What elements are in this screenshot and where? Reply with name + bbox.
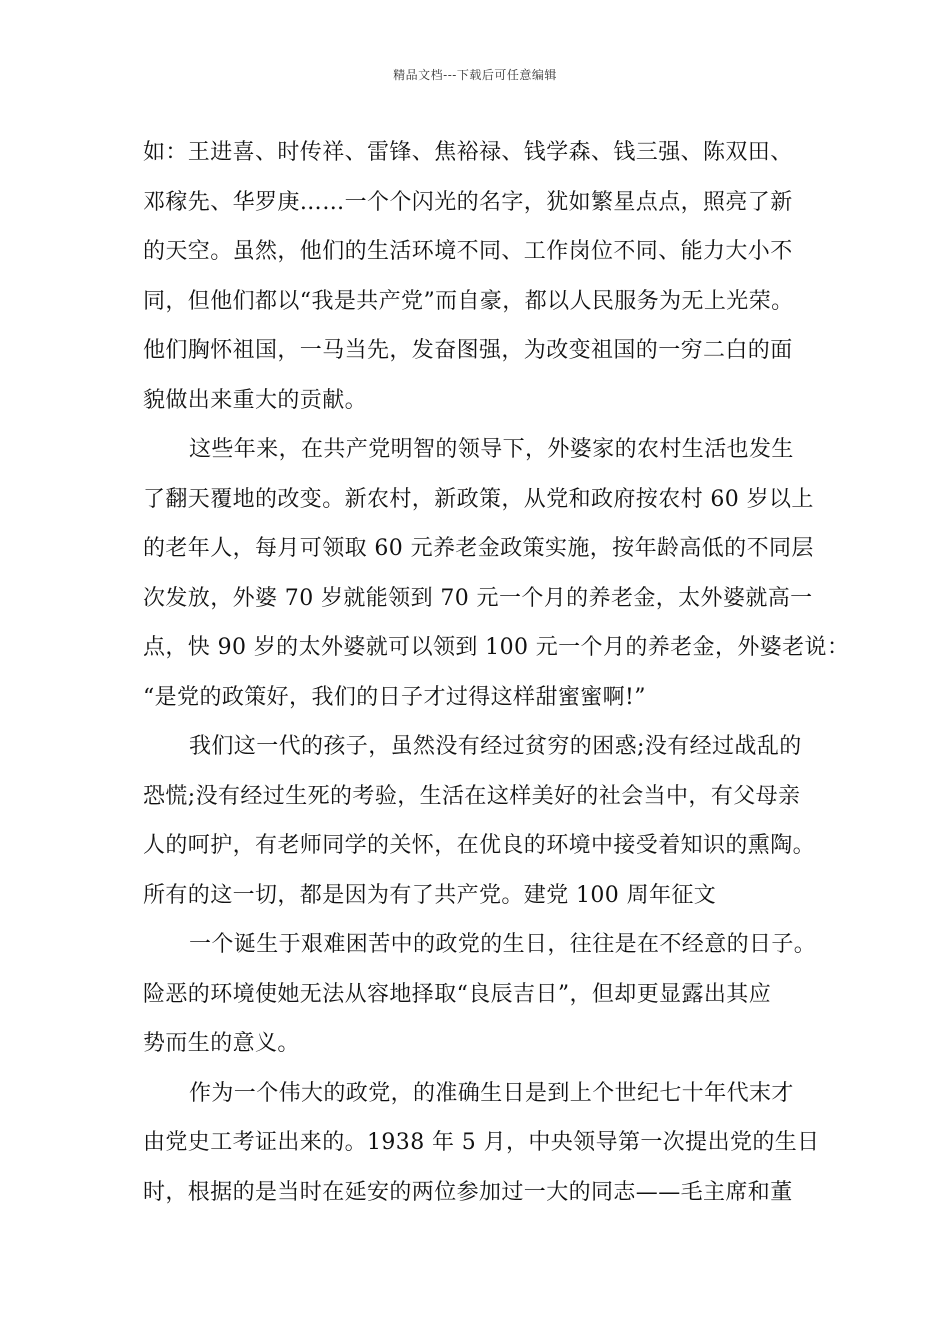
- text-line: 人的呵护，有老师同学的关怀，在优良的环境中接受着知识的熏陶。: [143, 833, 816, 858]
- text-line: 时，根据的是当时在延安的两位参加过一大的同志——毛主席和董: [143, 1179, 793, 1205]
- paragraph-first-line: 我们这一代的孩子，虽然没有经过贫穷的困惑;没有经过战乱的: [189, 734, 802, 759]
- text-line: 他们胸怀祖国，一马当先，发奋图强，为改变祖国的一穷二白的面: [143, 338, 793, 363]
- paragraph-first-line: 一个诞生于艰难困苦中的政党的生日，往往是在不经意的日子。: [189, 932, 817, 957]
- page-header: 精品文档---下载后可任意编辑: [393, 68, 557, 82]
- text-line: 的老年人，每月可领取 60 元养老金政策实施，按年龄高低的不同层: [143, 536, 814, 561]
- text-line: 的天空。虽然，他们的生活环境不同、工作岗位不同、能力大小不: [143, 239, 793, 264]
- text-line: 如：王进喜、时传祥、雷锋、焦裕禄、钱学森、钱三强、陈双田、: [143, 140, 793, 165]
- text-line: 势而生的意义。: [143, 1031, 300, 1056]
- text-line: 所有的这一切，都是因为有了共产党。建党 100 周年征文: [143, 882, 717, 908]
- text-line: 险恶的环境使她无法从容地择取“良辰吉日”，但却更显露出其应: [143, 981, 772, 1007]
- text-line: “是党的政策好，我们的日子才过得这样甜蜜蜜啊!”: [143, 684, 646, 710]
- text-line: 恐慌;没有经过生死的考验，生活在这样美好的社会当中，有父母亲: [143, 783, 801, 809]
- text-line: 了翻天覆地的改变。新农村，新政策，从党和政府按农村 60 岁以上: [143, 486, 814, 512]
- text-line: 由党史工考证出来的。1938 年 5 月，中央领导第一次提出党的生日: [143, 1130, 820, 1155]
- paragraph-first-line: 这些年来，在共产党明智的领导下，外婆家的农村生活也发生: [189, 437, 794, 462]
- paragraph-first-line: 作为一个伟大的政党，的准确生日是到上个世纪七十年代末才: [189, 1080, 794, 1106]
- text-line: 同，但他们都以“我是共产党”而自豪，都以人民服务为无上光荣。: [143, 288, 794, 314]
- text-line: 次发放，外婆 70 岁就能领到 70 元一个月的养老金，太外婆就高一: [143, 585, 813, 611]
- text-line: 貌做出来重大的贡献。: [143, 387, 368, 413]
- text-line: 邓稼先、华罗庚……一个个闪光的名字，犹如繁星点点，照亮了新: [143, 189, 793, 215]
- text-line: 点，快 90 岁的太外婆就可以领到 100 元一个月的养老金，外婆老说：: [143, 635, 850, 660]
- body-text: [143, 128, 850, 1217]
